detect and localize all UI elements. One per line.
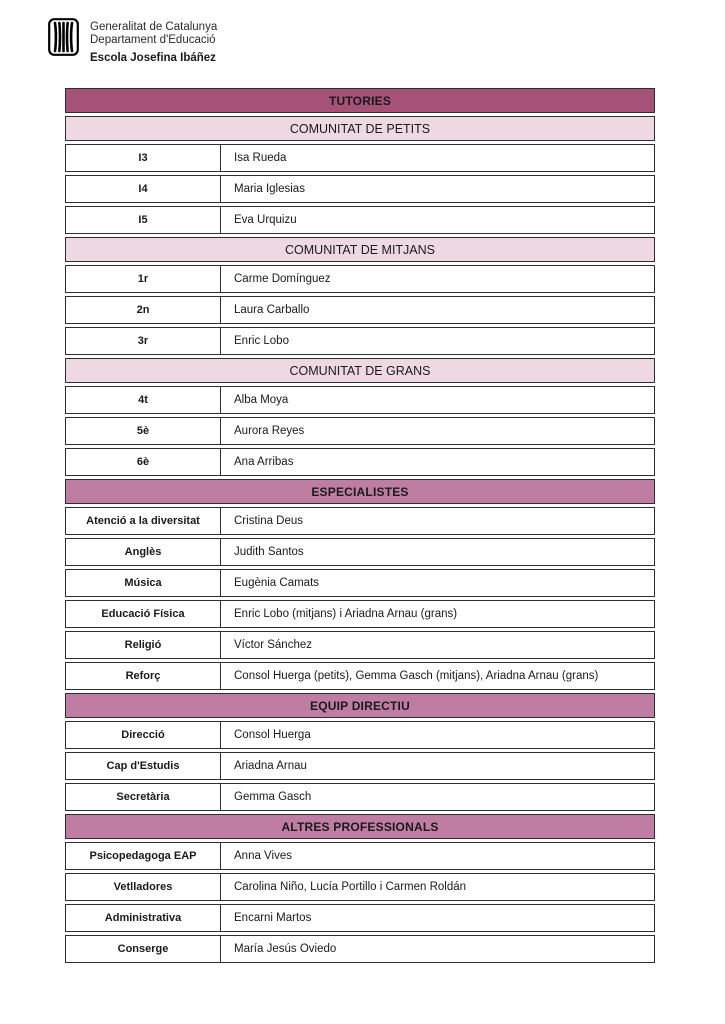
table-row: [65, 327, 655, 355]
section-header-row: COMUNITAT DE PETITS: [65, 116, 655, 141]
table-row: [65, 538, 655, 566]
row-label: Direcció: [66, 722, 221, 748]
row-value: María Jesús Oviedo: [234, 943, 337, 955]
table-row: [65, 386, 655, 414]
section-header-row: COMUNITAT DE GRANS: [65, 358, 655, 383]
row-label: 2n: [66, 297, 221, 323]
row-value: Ana Arribas: [234, 456, 294, 468]
table-row: [65, 783, 655, 811]
table-row: [65, 935, 655, 963]
row-value: Laura Carballo: [234, 304, 310, 316]
section-header-row: ALTRES PROFESSIONALS: [65, 814, 655, 839]
department-name: Departament d'Educació: [90, 34, 216, 46]
row-value: Cristina Deus: [234, 515, 304, 527]
row-label: 3r: [66, 328, 221, 354]
row-label: Música: [66, 570, 221, 596]
row-value: Eugènia Camats: [234, 577, 320, 589]
row-label: Vetlladores: [66, 874, 221, 900]
table-row: [65, 507, 655, 535]
row-value: Consol Huerga (petits), Gemma Gasch (mitjans), Ariadna Arnau (grans): [234, 670, 599, 682]
row-label: Administrativa: [66, 905, 221, 931]
table-row: [65, 600, 655, 628]
row-label: 5è: [66, 418, 221, 444]
table-row: [65, 752, 655, 780]
school-name: Escola Josefina Ibáñez: [90, 52, 216, 64]
row-label: Reforç: [66, 663, 221, 689]
row-value: Judith Santos: [234, 546, 304, 558]
row-label: Educació Física: [66, 601, 221, 627]
letterhead: [48, 18, 217, 65]
row-label: 6è: [66, 449, 221, 475]
row-label: Secretària: [66, 784, 221, 810]
generalitat-logo-icon: [48, 18, 79, 56]
table-row: [65, 296, 655, 324]
row-label: I3: [66, 145, 221, 171]
row-value: Enric Lobo: [234, 335, 289, 347]
table-row: [65, 569, 655, 597]
row-value: Carolina Niño, Lucía Portillo i Carmen Roldán: [234, 881, 467, 893]
row-value: Eva Urquizu: [234, 214, 297, 226]
row-label: I4: [66, 176, 221, 202]
letterhead-text: [90, 18, 217, 65]
row-value: Aurora Reyes: [234, 425, 305, 437]
table-row: [65, 662, 655, 690]
table-row: [65, 842, 655, 870]
section-header-row: EQUIP DIRECTIU: [65, 693, 655, 718]
table-row: [65, 873, 655, 901]
row-label: Cap d'Estudis: [66, 753, 221, 779]
row-value: Carme Domínguez: [234, 273, 331, 285]
table-row: [65, 721, 655, 749]
table-row: [65, 175, 655, 203]
row-value: Alba Moya: [234, 394, 289, 406]
table-row: [65, 631, 655, 659]
row-value: Ariadna Arnau: [234, 760, 307, 772]
row-value: Encarni Martos: [234, 912, 312, 924]
row-value: Anna Vives: [234, 850, 292, 862]
table-row: [65, 144, 655, 172]
org-name: Generalitat de Catalunya: [90, 21, 218, 33]
row-label: Conserge: [66, 936, 221, 962]
row-label: 4t: [66, 387, 221, 413]
section-header-row: ESPECIALISTES: [65, 479, 655, 504]
row-value: Gemma Gasch: [234, 791, 312, 803]
row-label: Anglès: [66, 539, 221, 565]
row-label: I5: [66, 207, 221, 233]
row-label: Religió: [66, 632, 221, 658]
row-label: Psicopedagoga EAP: [66, 843, 221, 869]
table-row: [65, 417, 655, 445]
table-row: [65, 448, 655, 476]
row-label: 1r: [66, 266, 221, 292]
row-label: Atenció a la diversitat: [66, 508, 221, 534]
staff-table: [65, 88, 655, 966]
section-header-row: COMUNITAT DE MITJANS: [65, 237, 655, 262]
row-value: Maria Iglesias: [234, 183, 305, 195]
table-row: [65, 265, 655, 293]
row-value: Consol Huerga: [234, 729, 311, 741]
table-row: [65, 206, 655, 234]
row-value: Víctor Sánchez: [234, 639, 312, 651]
row-value: Isa Rueda: [234, 152, 287, 164]
section-header-row: TUTORIES: [65, 88, 655, 113]
row-value: Enric Lobo (mitjans) i Ariadna Arnau (grans): [234, 608, 458, 620]
table-row: [65, 904, 655, 932]
